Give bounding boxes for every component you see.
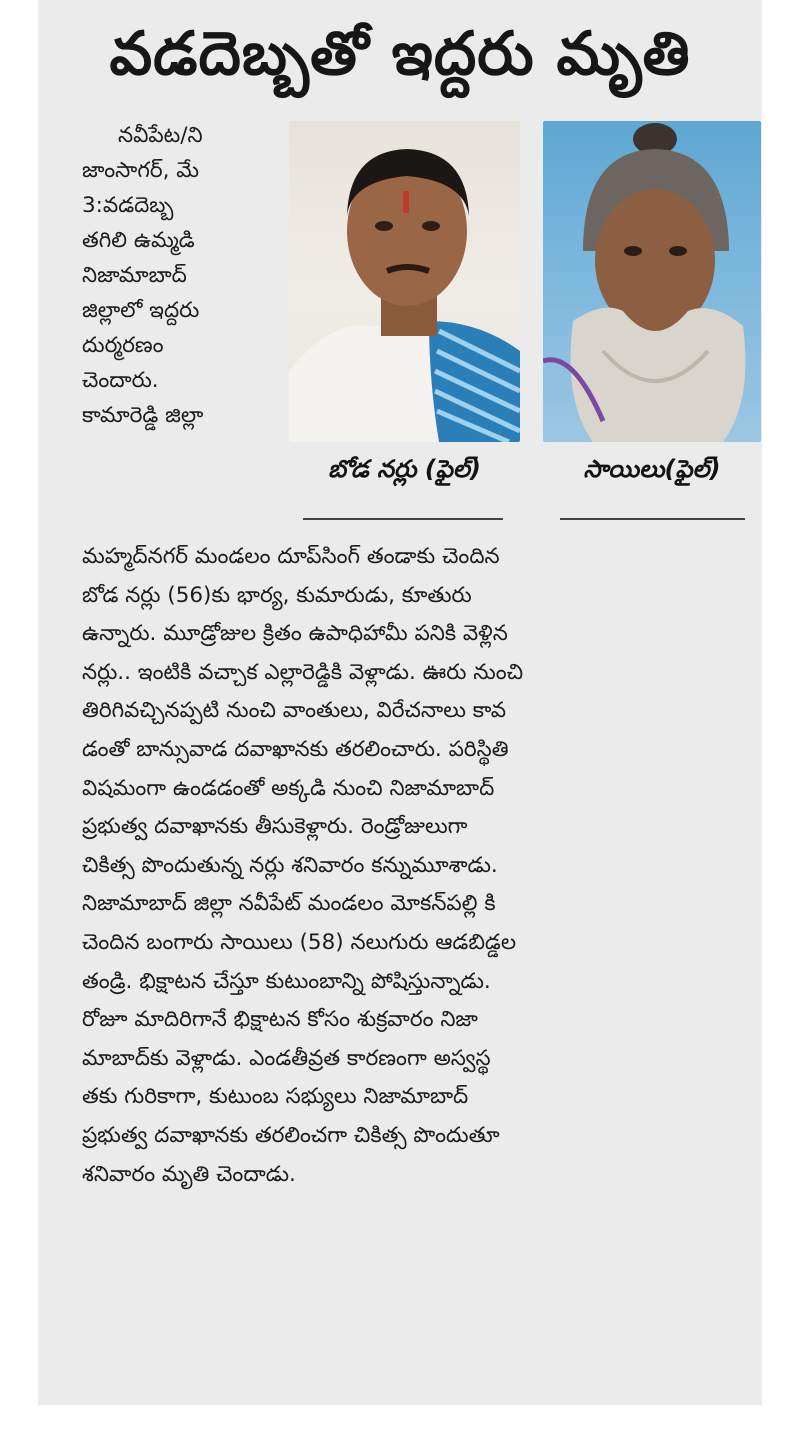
lead-line: జిల్లాలో ఇద్దరు [82, 298, 200, 323]
portrait-illustration [289, 121, 520, 442]
body-line: మహ్మద్‌నగర్ మండలం దూప్‌సింగ్ తండాకు చెందిన [82, 544, 500, 569]
lead-line: చెందారు. [82, 368, 159, 393]
body-line: నర్లు.. ఇంటికి వచ్చాక ఎల్లారెడ్డికి వెళ్లాడు. ఊరు నుంచి [82, 659, 524, 685]
lead-line: నిజామాబాద్ [82, 263, 187, 288]
caption-divider [560, 518, 745, 520]
headline: వడదెబ్బతో ఇద్దరు మృతి [109, 19, 691, 89]
photo-caption: సాయిలు(ఫైల్) [583, 455, 721, 483]
lead-paragraph [82, 118, 282, 433]
body-line: తిరిగివచ్చినప్పటి నుంచి వాంతులు, విరేచనాలు కావ [82, 698, 507, 724]
body-line: ప్రభుత్వ దవాఖానకు తీసుకెళ్లారు. రెండ్రోజులుగా [82, 814, 468, 840]
body-line: డంతో బాన్సువాడ దవాఖానకు తరలించారు. పరిస్థితి [82, 736, 509, 762]
lead-line: 3:వడదెబ్బ [82, 193, 174, 218]
lead-line: దుర్మరణం [82, 333, 164, 358]
body-line: విషమంగా ఉండడంతో అక్కడి నుంచి నిజామాబాద్ [82, 775, 495, 801]
body-line: తండ్రి. భిక్షాటన చేస్తూ కుటుంబాన్ని పోషిస్తున్నాడు. [82, 968, 491, 994]
photo-caption: బోడ నర్లు (ఫైల్) [328, 455, 481, 483]
lead-line: నవీపేట/ని [118, 123, 203, 148]
body-line: చెందిన బంగారు సాయిలు (58) నలుగురు ఆడబిడ్డల [82, 929, 517, 955]
body-line: మాబాద్‌కు వెళ్లాడు. ఎండతీవ్రత కారణంగా అస్వస్థ [82, 1045, 491, 1071]
lead-line: తగిలి ఉమ్మడి [82, 228, 195, 253]
photo-sailu [543, 121, 761, 442]
body-line: నిజామాబాద్ జిల్లా నవీపేట్ మండలం మోకన్‌పల్లి కి [82, 891, 496, 917]
body-line: రోజూ మాదిరిగానే భిక్షాటన కోసం శుక్రవారం నిజా [82, 1007, 478, 1033]
body-line: చికిత్స పొందుతున్న నర్లు శనివారం కన్నుమూశాడు. [82, 852, 498, 878]
lead-line: కామారెడ్డి జిల్లా [82, 403, 204, 428]
article-body [82, 538, 718, 1194]
portrait-illustration [543, 121, 761, 442]
caption-divider [303, 518, 503, 520]
body-line: తకు గురికాగా, కుటుంబ సభ్యులు నిజామాబాద్ [82, 1084, 469, 1110]
photo-boda-narlu [289, 121, 520, 442]
lead-line: జాంసాగర్, మే [82, 158, 200, 183]
body-line: బోడ నర్లు (56)కు భార్య, కుమారుడు, కూతురు [82, 582, 472, 608]
body-line: శనివారం మృతి చెందాడు. [82, 1161, 296, 1187]
body-line: ఉన్నారు. మూడ్రోజుల క్రితం ఉపాధిహామీ పనికి వెళ్లిన [82, 621, 508, 647]
body-line: ప్రభుత్వ దవాఖానకు తరలించగా చికిత్స పొందుతూ [82, 1122, 500, 1148]
